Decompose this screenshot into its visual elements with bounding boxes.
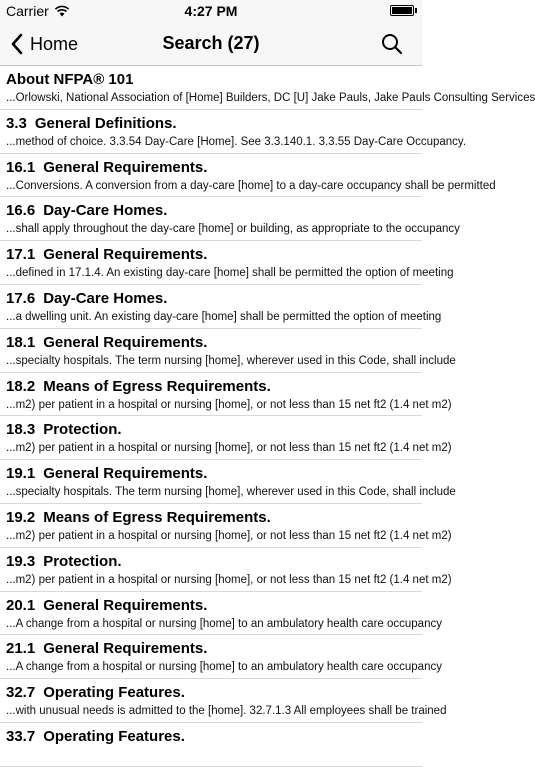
result-title xyxy=(6,553,122,570)
result-snippet: ...A change from a hospital or nursing [home] to an ambulatory health care occupancy xyxy=(6,617,442,630)
result-snippet: ...Orlowski, National Association of [Home] Builders, DC [U] Jake Pauls, Jake Pauls Consulting Services xyxy=(6,92,535,104)
result-section-number: 16.6 xyxy=(6,202,36,220)
result-section-title: Operating Features. xyxy=(43,727,185,745)
search-result-row[interactable] xyxy=(0,66,535,110)
result-section-number: 3.3 xyxy=(6,114,27,132)
result-title xyxy=(6,71,133,88)
result-section-number: 20.1 xyxy=(6,596,36,614)
result-section-title: General Requirements. xyxy=(43,465,208,483)
result-section-number: 21.1 xyxy=(6,640,36,658)
result-section-number: 19.2 xyxy=(6,508,36,526)
result-title xyxy=(6,421,122,438)
search-result-row[interactable] xyxy=(0,635,442,679)
result-snippet: ...m2) per patient in a hospital or nursing [home], or not less than 15 net ft2 (1.4 net m2) xyxy=(6,573,452,586)
result-section-number: 17.1 xyxy=(6,246,36,264)
result-snippet: ...a dwelling unit. An existing day-care [home] shall be permitted the option of meeting xyxy=(6,310,442,323)
result-section-number: 19.1 xyxy=(6,465,36,483)
result-title xyxy=(6,115,177,132)
search-result-row[interactable] xyxy=(0,504,452,548)
result-title xyxy=(6,640,207,657)
result-section-number: 32.7 xyxy=(6,684,36,702)
result-section-number: 18.1 xyxy=(6,333,36,351)
result-snippet: ...specialty hospitals. The term nursing [home], wherever used in this Code, shall include xyxy=(6,354,456,367)
status-bar xyxy=(0,0,422,22)
navigation-bar xyxy=(0,22,422,66)
search-icon xyxy=(380,32,404,56)
result-section-number: 18.3 xyxy=(6,421,36,439)
result-snippet: ...specialty hospitals. The term nursing [home], wherever used in this Code, shall include xyxy=(6,486,456,499)
result-snippet: ...Conversions. A conversion from a day-care [home] to a day-care occupancy shall be permitted xyxy=(6,179,496,192)
result-section-title: General Requirements. xyxy=(43,246,208,264)
result-section-title: General Definitions. xyxy=(34,114,177,132)
search-result-row[interactable] xyxy=(0,110,467,154)
result-title xyxy=(6,202,167,219)
result-section-title: Protection. xyxy=(43,421,122,439)
result-title xyxy=(6,728,185,745)
search-result-row[interactable] xyxy=(0,373,452,417)
search-result-row[interactable] xyxy=(0,723,422,767)
battery-icon xyxy=(390,5,414,16)
result-title xyxy=(6,378,271,395)
result-snippet: ...A change from a hospital or nursing [home] to an ambulatory health care occupancy xyxy=(6,661,442,674)
search-result-row[interactable] xyxy=(0,460,456,504)
search-result-row[interactable] xyxy=(0,329,456,373)
search-button[interactable] xyxy=(380,32,404,56)
search-result-row[interactable] xyxy=(0,285,442,329)
page-title: Search (27) xyxy=(162,33,260,53)
result-section-title: General Requirements. xyxy=(43,333,208,351)
search-result-row[interactable] xyxy=(0,416,452,460)
result-section-number: 17.6 xyxy=(6,289,36,307)
result-section-number: 33.7 xyxy=(6,727,36,745)
result-section-title: Operating Features. xyxy=(43,684,185,702)
result-section-number: 18.2 xyxy=(6,377,36,395)
back-button-label: Home xyxy=(30,33,79,54)
result-title xyxy=(6,465,207,482)
result-snippet: ...shall apply throughout the day-care [home] or building, as appropriate to the occupancy xyxy=(6,223,460,236)
result-section-title: Means of Egress Requirements. xyxy=(43,377,271,395)
result-section-title: Day-Care Homes. xyxy=(43,202,168,220)
result-title xyxy=(6,334,207,351)
search-result-row[interactable] xyxy=(0,548,452,592)
result-title xyxy=(6,246,207,263)
result-section-number: 16.1 xyxy=(6,158,36,176)
result-snippet: ...with unusual needs is admitted to the [home]. 32.7.1.3 All employees shall be trained xyxy=(6,705,447,718)
result-snippet: ...m2) per patient in a hospital or nursing [home], or not less than 15 net ft2 (1.4 net m2) xyxy=(6,529,452,542)
result-section-title: Means of Egress Requirements. xyxy=(43,508,271,526)
result-section-title: About NFPA® 101 xyxy=(6,71,134,88)
carrier-label: Carrier xyxy=(6,3,49,19)
result-title xyxy=(6,509,271,526)
result-title xyxy=(6,597,207,614)
search-result-row[interactable] xyxy=(0,592,442,636)
result-snippet: ...m2) per patient in a hospital or nursing [home], or not less than 15 net ft2 (1.4 net m2) xyxy=(6,398,452,411)
result-section-title: Protection. xyxy=(43,552,122,570)
result-snippet: ...defined in 17.1.4. An existing day-care [home] shall be permitted the option of meeting xyxy=(6,267,454,280)
search-result-row[interactable] xyxy=(0,679,447,723)
battery-tip xyxy=(415,8,417,13)
result-section-title: General Requirements. xyxy=(43,158,208,176)
search-result-row[interactable] xyxy=(0,154,496,198)
result-title xyxy=(6,684,185,701)
status-time: 4:27 PM xyxy=(184,3,238,19)
result-title xyxy=(6,290,167,307)
result-title xyxy=(6,159,207,176)
search-result-row[interactable] xyxy=(0,197,460,241)
result-section-title: General Requirements. xyxy=(43,640,208,658)
result-snippet: ...method of choice. 3.3.54 Day-Care [Home]. See 3.3.140.1. 3.3.55 Day-Care Occupancy. xyxy=(6,135,467,148)
result-snippet: ...m2) per patient in a hospital or nursing [home], or not less than 15 net ft2 (1.4 net m2) xyxy=(6,442,452,455)
search-result-row[interactable] xyxy=(0,241,454,285)
search-results-list xyxy=(0,66,535,767)
result-section-title: General Requirements. xyxy=(43,596,208,614)
result-section-number: 19.3 xyxy=(6,552,36,570)
result-section-title: Day-Care Homes. xyxy=(43,289,168,307)
